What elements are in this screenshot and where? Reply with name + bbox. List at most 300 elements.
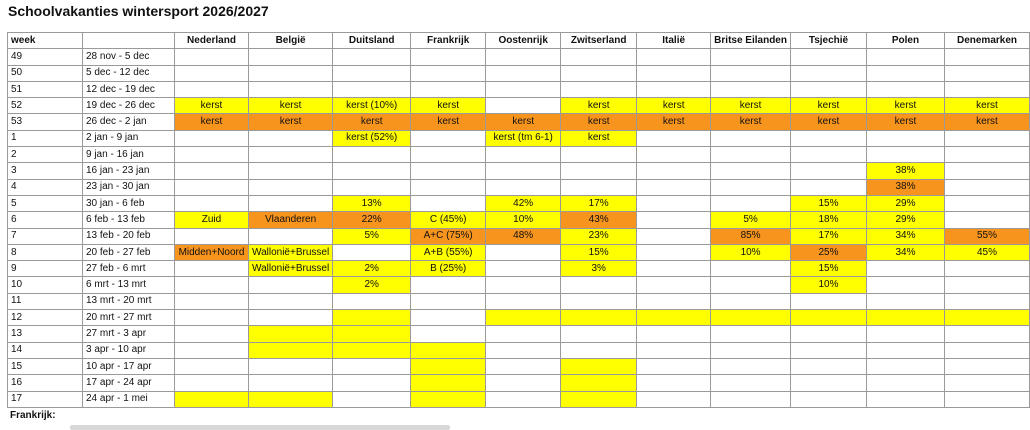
country-cell: 45% [944,244,1029,260]
country-cell [711,65,791,81]
country-cell: 55% [944,228,1029,244]
country-cell [944,81,1029,97]
week-cell: 8 [8,244,83,260]
country-cell [175,261,249,277]
country-cell: 10% [486,212,561,228]
country-cell [637,163,711,179]
country-cell [637,261,711,277]
col-header-duitsland: Duitsland [333,33,411,49]
country-cell [711,179,791,195]
country-cell [790,147,866,163]
country-cell [944,358,1029,374]
table-row [8,98,1030,114]
country-cell [333,358,411,374]
country-cell [486,261,561,277]
country-cell [561,179,637,195]
country-cell [249,326,333,342]
country-cell [561,342,637,358]
col-header-belgi-: België [249,33,333,49]
country-cell [790,391,866,407]
country-cell [249,130,333,146]
country-cell [249,228,333,244]
date-range-cell: 28 nov - 5 dec [83,49,175,65]
country-cell [790,130,866,146]
country-cell: Midden+Noord [175,244,249,260]
country-cell: 18% [790,212,866,228]
country-cell: kerst [561,114,637,130]
country-cell [637,342,711,358]
country-cell: 34% [866,244,944,260]
country-cell [561,163,637,179]
country-cell: kerst [175,98,249,114]
country-cell [637,130,711,146]
country-cell: A+B (55%) [411,244,486,260]
country-cell [944,342,1029,358]
week-cell: 15 [8,358,83,374]
country-cell: 48% [486,228,561,244]
country-cell [175,179,249,195]
date-range-cell: 20 feb - 27 feb [83,244,175,260]
country-cell [411,391,486,407]
table-row [8,375,1030,391]
country-cell [486,98,561,114]
country-cell [249,391,333,407]
country-cell [249,358,333,374]
table-row [8,147,1030,163]
week-cell: 52 [8,98,83,114]
country-cell: 10% [711,244,791,260]
vacation-table [7,32,1030,408]
country-cell [486,342,561,358]
country-cell [175,65,249,81]
country-cell [637,49,711,65]
country-cell [944,65,1029,81]
country-cell [711,261,791,277]
table-row [8,179,1030,195]
week-cell: 50 [8,65,83,81]
date-range-cell: 17 apr - 24 apr [83,375,175,391]
country-cell [175,326,249,342]
country-cell [944,195,1029,211]
country-cell [944,261,1029,277]
country-cell: Wallonië+Brussel [249,244,333,260]
country-cell: 10% [790,277,866,293]
week-cell: 3 [8,163,83,179]
country-cell [333,375,411,391]
country-cell [866,261,944,277]
country-cell: kerst [411,114,486,130]
country-cell [249,195,333,211]
week-cell: 17 [8,391,83,407]
country-cell [561,147,637,163]
col-header-frankrijk: Frankrijk [411,33,486,49]
country-cell [637,358,711,374]
country-cell: 13% [333,195,411,211]
country-cell [944,212,1029,228]
date-range-cell: 16 jan - 23 jan [83,163,175,179]
country-cell [486,179,561,195]
date-range-cell: 27 feb - 6 mrt [83,261,175,277]
country-cell [411,342,486,358]
date-range-cell: 30 jan - 6 feb [83,195,175,211]
header-row [8,33,1030,49]
country-cell [637,195,711,211]
country-cell [866,375,944,391]
table-row [8,65,1030,81]
col-header-zwitserland: Zwitserland [561,33,637,49]
table-body [8,49,1030,408]
country-cell [249,310,333,326]
country-cell [866,65,944,81]
country-cell [486,49,561,65]
country-cell: kerst [561,98,637,114]
country-cell [249,293,333,309]
country-cell [790,326,866,342]
country-cell [249,65,333,81]
country-cell [711,130,791,146]
table-row [8,277,1030,293]
country-cell [411,293,486,309]
country-cell [637,277,711,293]
col-header-week: week [8,33,83,49]
week-cell: 12 [8,310,83,326]
country-cell [790,81,866,97]
country-cell: 38% [866,163,944,179]
country-cell [411,375,486,391]
country-cell [249,147,333,163]
week-cell: 1 [8,130,83,146]
country-cell [866,81,944,97]
country-cell [944,179,1029,195]
country-cell [944,375,1029,391]
date-range-cell: 10 apr - 17 apr [83,358,175,374]
week-cell: 13 [8,326,83,342]
country-cell [637,326,711,342]
date-range-cell: 20 mrt - 27 mrt [83,310,175,326]
country-cell [333,147,411,163]
country-cell: kerst [486,114,561,130]
country-cell: kerst [249,98,333,114]
country-cell: 85% [711,228,791,244]
country-cell [561,391,637,407]
country-cell [561,310,637,326]
country-cell [486,163,561,179]
country-cell: kerst [175,114,249,130]
country-cell [175,293,249,309]
country-cell: kerst [944,98,1029,114]
country-cell: 25% [790,244,866,260]
country-cell [249,342,333,358]
country-cell: 2% [333,277,411,293]
country-cell [333,293,411,309]
country-cell: 2% [333,261,411,277]
country-cell: Wallonië+Brussel [249,261,333,277]
country-cell [944,310,1029,326]
date-range-cell: 23 jan - 30 jan [83,179,175,195]
country-cell [333,49,411,65]
country-cell: kerst [866,98,944,114]
country-cell: 5% [711,212,791,228]
country-cell [175,342,249,358]
week-cell: 51 [8,81,83,97]
country-cell [486,326,561,342]
country-cell: 42% [486,195,561,211]
country-cell [175,147,249,163]
country-cell [711,81,791,97]
date-range-cell: 13 mrt - 20 mrt [83,293,175,309]
country-cell [411,195,486,211]
country-cell: 22% [333,212,411,228]
date-range-cell: 19 dec - 26 dec [83,98,175,114]
country-cell [333,179,411,195]
country-cell: kerst [333,114,411,130]
country-cell [711,326,791,342]
country-cell: 5% [333,228,411,244]
country-cell [175,49,249,65]
country-cell [790,65,866,81]
country-cell: kerst [866,114,944,130]
country-cell [486,277,561,293]
country-cell [790,342,866,358]
country-cell [866,342,944,358]
table-row [8,326,1030,342]
week-cell: 14 [8,342,83,358]
country-cell [561,65,637,81]
country-cell [411,81,486,97]
country-cell [944,391,1029,407]
country-cell [175,228,249,244]
country-cell: Zuid [175,212,249,228]
country-cell [711,49,791,65]
country-cell: kerst [561,130,637,146]
col-header-britse-eilanden: Britse Eilanden [711,33,791,49]
country-cell [561,293,637,309]
country-cell [411,326,486,342]
country-cell [175,310,249,326]
country-cell: kerst [249,114,333,130]
country-cell [711,277,791,293]
country-cell [637,228,711,244]
country-cell [411,310,486,326]
country-cell [333,81,411,97]
country-cell: A+C (75%) [411,228,486,244]
country-cell: kerst (tm 6-1) [486,130,561,146]
week-cell: 10 [8,277,83,293]
table-row [8,358,1030,374]
country-cell [866,293,944,309]
country-cell [866,49,944,65]
country-cell: 17% [561,195,637,211]
country-cell [711,391,791,407]
country-cell [790,49,866,65]
date-range-cell: 12 dec - 19 dec [83,81,175,97]
country-cell [561,277,637,293]
country-cell [866,310,944,326]
date-range-cell: 9 jan - 16 jan [83,147,175,163]
country-cell [944,326,1029,342]
country-cell [944,277,1029,293]
country-cell [637,81,711,97]
date-range-cell: 24 apr - 1 mei [83,391,175,407]
date-range-cell: 2 jan - 9 jan [83,130,175,146]
table-row [8,228,1030,244]
col-header-dates [83,33,175,49]
country-cell [486,391,561,407]
country-cell [944,147,1029,163]
date-range-cell: 3 apr - 10 apr [83,342,175,358]
week-cell: 7 [8,228,83,244]
country-cell [486,244,561,260]
footnote-label: Frankrijk: [10,410,56,421]
country-cell: kerst [790,98,866,114]
country-cell [637,310,711,326]
col-header-tsjechi-: Tsjechië [790,33,866,49]
country-cell [944,130,1029,146]
table-row [8,195,1030,211]
country-cell [637,391,711,407]
col-header-oostenrijk: Oostenrijk [486,33,561,49]
country-cell [711,342,791,358]
country-cell [790,358,866,374]
country-cell: kerst (52%) [333,130,411,146]
table-row [8,163,1030,179]
date-range-cell: 6 feb - 13 feb [83,212,175,228]
country-cell [637,147,711,163]
country-cell [711,375,791,391]
country-cell [333,342,411,358]
country-cell: kerst [637,98,711,114]
country-cell: kerst (10%) [333,98,411,114]
country-cell [790,293,866,309]
country-cell [333,326,411,342]
country-cell [411,49,486,65]
country-cell [637,179,711,195]
country-cell [175,358,249,374]
table-row [8,212,1030,228]
country-cell [411,130,486,146]
date-range-cell: 5 dec - 12 dec [83,65,175,81]
country-cell [711,147,791,163]
country-cell: 43% [561,212,637,228]
country-cell [486,65,561,81]
country-cell [175,277,249,293]
table-row [8,342,1030,358]
country-cell [866,130,944,146]
table-row [8,293,1030,309]
country-cell: kerst [411,98,486,114]
country-cell [249,277,333,293]
country-cell [411,179,486,195]
country-cell [711,293,791,309]
country-cell [486,310,561,326]
country-cell: kerst [790,114,866,130]
country-cell [561,326,637,342]
table-row [8,261,1030,277]
col-header-denemarken: Denemarken [944,33,1029,49]
country-cell [711,195,791,211]
country-cell: 29% [866,212,944,228]
page-title: Schoolvakanties wintersport 2026/2027 [8,3,269,19]
country-cell [944,163,1029,179]
table-row [8,130,1030,146]
country-cell: C (45%) [411,212,486,228]
country-cell [866,147,944,163]
country-cell [333,391,411,407]
country-cell: 38% [866,179,944,195]
country-cell [249,179,333,195]
country-cell [333,65,411,81]
country-cell [866,277,944,293]
country-cell [790,179,866,195]
country-cell [486,293,561,309]
country-cell: 15% [561,244,637,260]
country-cell [175,195,249,211]
week-cell: 9 [8,261,83,277]
country-cell [411,147,486,163]
table-row [8,244,1030,260]
country-cell: 15% [790,195,866,211]
country-cell [637,375,711,391]
country-cell [711,358,791,374]
country-cell: Vlaanderen [249,212,333,228]
country-cell [561,375,637,391]
country-cell [411,65,486,81]
col-header-itali-: Italië [637,33,711,49]
country-cell: kerst [711,114,791,130]
country-cell [249,163,333,179]
week-cell: 5 [8,195,83,211]
country-cell: 23% [561,228,637,244]
col-header-nederland: Nederland [175,33,249,49]
country-cell: B (25%) [411,261,486,277]
country-cell [711,163,791,179]
country-cell: kerst [944,114,1029,130]
country-cell [790,310,866,326]
country-cell [790,375,866,391]
country-cell: kerst [637,114,711,130]
week-cell: 16 [8,375,83,391]
country-cell [249,375,333,391]
country-cell [333,310,411,326]
date-range-cell: 26 dec - 2 jan [83,114,175,130]
country-cell [944,49,1029,65]
country-cell: kerst [711,98,791,114]
country-cell [637,244,711,260]
col-header-polen: Polen [866,33,944,49]
week-cell: 11 [8,293,83,309]
country-cell [866,358,944,374]
country-cell [333,163,411,179]
country-cell [411,358,486,374]
country-cell [486,147,561,163]
country-cell [249,81,333,97]
country-cell: 34% [866,228,944,244]
country-cell [866,326,944,342]
country-cell [486,81,561,97]
country-cell [411,277,486,293]
country-cell [175,391,249,407]
week-cell: 53 [8,114,83,130]
country-cell [411,163,486,179]
week-cell: 6 [8,212,83,228]
country-cell [175,375,249,391]
country-cell [175,81,249,97]
table-row [8,114,1030,130]
date-range-cell: 6 mrt - 13 mrt [83,277,175,293]
country-cell [175,163,249,179]
country-cell [711,310,791,326]
week-cell: 2 [8,147,83,163]
